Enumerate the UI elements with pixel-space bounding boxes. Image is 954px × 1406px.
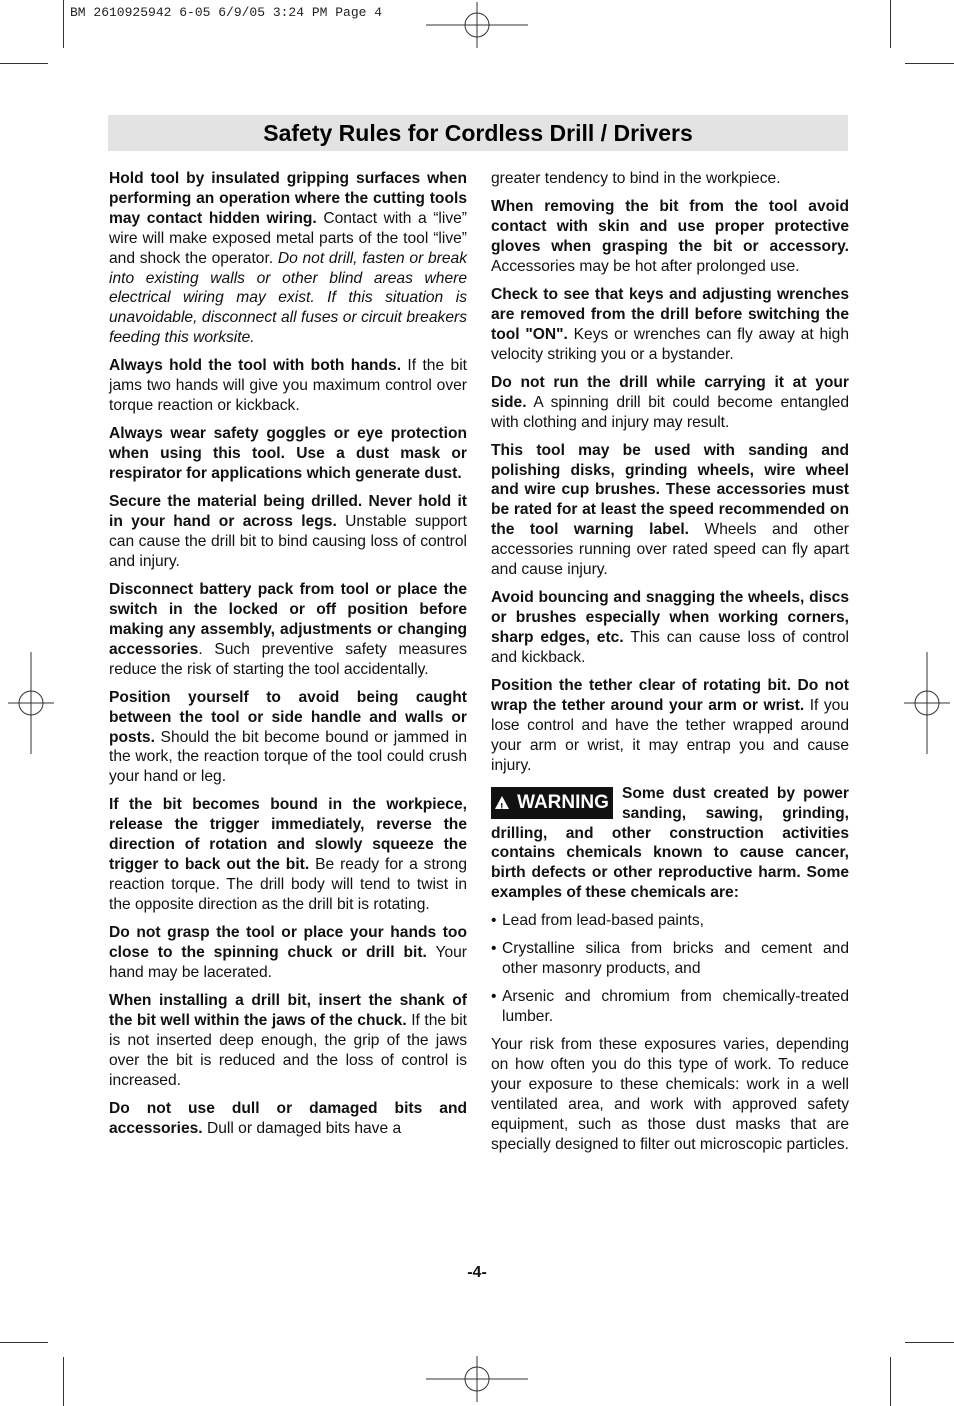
crop-mark-top-left-v — [63, 0, 64, 48]
rule-text: Be ready for a strong reaction torque. The drill body will tend to twist in the opposite direction as the drill bit is rotating. — [109, 856, 467, 913]
bullet-icon: • — [491, 940, 497, 958]
rule-paragraph — [491, 285, 849, 365]
rule-text: Should the bit become bound or jammed in the work, the reaction torque of the tool could crush your hand or leg. — [109, 728, 467, 786]
crop-mark-top-right-v — [890, 0, 891, 48]
rule-paragraph — [491, 588, 849, 668]
registration-mark-top — [426, 2, 528, 48]
bullet-icon: • — [491, 988, 497, 1006]
rule-text: A spinning drill bit could become entangled with clothing and injury may result. — [491, 393, 849, 431]
rule-heading: Hold tool by insulated gripping surfaces when performing an operation where the cutting tools may contact hidden wiring. — [109, 170, 467, 227]
rule-heading: If the bit becomes bound in the workpiece, release the trigger immediately, reverse the direction of rotation and slowly squeeze the trigger to back out the bit. — [109, 796, 467, 874]
rule-italic-text: Do not drill, fasten or break into existing walls or other blind areas where electrical wiring may exist. If this situation is unavoidable, disconnect all fuses or circuit breakers feeding this worksite. — [109, 249, 467, 347]
rule-paragraph — [109, 356, 467, 416]
warning-badge — [491, 787, 613, 819]
list-item-text: Crystalline silica from bricks and cement and other masonry products, and — [502, 940, 849, 978]
page-number: -4- — [467, 1264, 487, 1281]
rule-paragraph — [491, 441, 849, 580]
rule-heading: Do not run the drill while carrying it at your side. — [491, 373, 849, 411]
rule-text: Your hand may be lacerated. — [109, 943, 467, 981]
list-item — [491, 911, 849, 931]
rule-text: Contact with a “live” wire will make exposed metal parts of the tool “live” and shock the operator. — [109, 209, 467, 267]
rule-text: Wheels and other accessories running over rated speed can fly apart and cause injury. — [491, 521, 849, 579]
registration-mark-bottom — [426, 1356, 528, 1402]
list-item — [491, 939, 849, 979]
rule-heading: Position yourself to avoid being caught between the tool or side handle and walls or posts. — [109, 688, 467, 746]
rule-heading: Always wear safety goggles or eye protection when using this tool. Use a dust mask or respirator for applications which generate dust. — [109, 425, 467, 483]
rule-text: Dull or damaged bits have a — [202, 1119, 402, 1137]
rule-paragraph — [109, 991, 467, 1091]
registration-mark-right — [904, 652, 950, 754]
rule-heading: When installing a drill bit, insert the shank of the bit well within the jaws of the chuck. — [109, 991, 467, 1029]
page-title: Safety Rules for Cordless Drill / Drivers — [263, 119, 693, 146]
rule-paragraph — [491, 676, 849, 776]
warning-exclamation: ! — [500, 802, 504, 814]
rule-text: This can cause loss of control and kickback. — [491, 628, 849, 666]
crop-mark-bottom-left-v — [63, 1357, 64, 1406]
warning-paragraph — [491, 784, 849, 903]
rule-paragraph — [109, 1099, 467, 1139]
list-item — [491, 987, 849, 1027]
print-slug: BM 2610925942 6-05 6/9/05 3:24 PM Page 4 — [70, 5, 383, 20]
rule-heading: This tool may be used with sanding and polishing disks, grinding wheels, wire wheel and wire cup brushes. These accessories must be rated for at least the speed recommended on the tool warning label. — [491, 441, 849, 539]
rule-heading: Check to see that keys and adjusting wrenches are removed from the drill before switching the tool "ON". — [491, 285, 849, 343]
rule-paragraph — [109, 492, 467, 572]
crop-mark-top-right-h — [905, 63, 954, 64]
crop-mark-bottom-right-h — [905, 1342, 954, 1343]
rule-text: If the bit jams two hands will give you maximum control over torque reaction or kickback. — [109, 357, 467, 415]
bullet-icon: • — [491, 912, 497, 930]
rule-heading: Disconnect battery pack from tool or place the switch in the locked or off position before making any assembly, adjustments or changing accessories — [109, 580, 467, 658]
registration-mark-left — [8, 652, 54, 754]
warning-label: WARNING — [517, 791, 609, 813]
rule-text: Accessories may be hot after prolonged use. — [491, 257, 800, 275]
list-item-text: Arsenic and chromium from chemically-treated lumber. — [502, 988, 849, 1026]
rule-paragraph — [491, 169, 849, 189]
rule-heading: Secure the material being drilled. Never hold it in your hand or across legs. — [109, 493, 467, 531]
rule-heading: Do not use dull or damaged bits and accessories. — [109, 1099, 467, 1137]
rule-paragraph — [109, 795, 467, 914]
title-bar — [108, 115, 848, 151]
warning-triangle-icon — [495, 796, 509, 814]
rule-paragraph — [109, 580, 467, 680]
rule-paragraph — [109, 424, 467, 484]
rule-text: Keys or wrenches can fly away at high velocity striking you or a bystander. — [491, 325, 850, 363]
rule-heading: Avoid bouncing and snagging the wheels, discs or brushes especially when working corners, sharp edges, etc. — [491, 589, 849, 646]
left-column — [109, 169, 467, 1147]
rule-paragraph — [491, 373, 849, 433]
crop-mark-bottom-right-v — [890, 1357, 891, 1406]
rule-paragraph — [109, 169, 467, 348]
warning-text: Some dust created by power sanding, sawing, grinding, drilling, and other construction activities contains chemicals known to cause cancer, birth defects or other reproductive harm. Some examples of these chemicals are: — [491, 784, 849, 902]
list-item-text: Lead from lead-based paints, — [502, 912, 704, 930]
rule-paragraph — [491, 197, 849, 277]
rule-text: . Such preventive safety measures reduce the risk of starting the tool accidentally. — [109, 640, 467, 678]
rule-heading: When removing the bit from the tool avoid contact with skin and use proper protective gloves when grasping the bit or accessory. — [491, 198, 849, 255]
rule-heading: Do not grasp the tool or place your hands too close to the spinning chuck or drill bit. — [109, 924, 467, 961]
rule-text: If you lose control and have the tether wrapped around your arm or wrist, it may entrap you and cause injury. — [491, 696, 849, 774]
closing-paragraph: Your risk from these exposures varies, depending on how often you do this type of work. To reduce your exposure to these chemicals: work in a well ventilated area, and work with approved safety equipment, such as those dust masks that are specially designed to filter out microscopic particles. — [491, 1036, 849, 1153]
rule-heading: Position the tether clear of rotating bit. Do not wrap the tether around your arm or wrist. — [491, 676, 849, 714]
rule-paragraph — [109, 923, 467, 983]
right-column — [491, 169, 849, 1163]
rule-text: If the bit is not inserted deep enough, the grip of the jaws over the bit is reduced and the loss of control is increased. — [109, 1011, 468, 1089]
crop-mark-bottom-left-h — [0, 1342, 48, 1343]
crop-mark-top-left-h — [0, 63, 48, 64]
rule-text: Unstable support can cause the drill bit to bind causing loss of control and injury. — [109, 513, 467, 570]
rule-text: greater tendency to bind in the workpiece. — [491, 170, 781, 187]
rule-paragraph — [109, 688, 467, 788]
rule-heading: Always hold the tool with both hands. — [109, 357, 402, 375]
